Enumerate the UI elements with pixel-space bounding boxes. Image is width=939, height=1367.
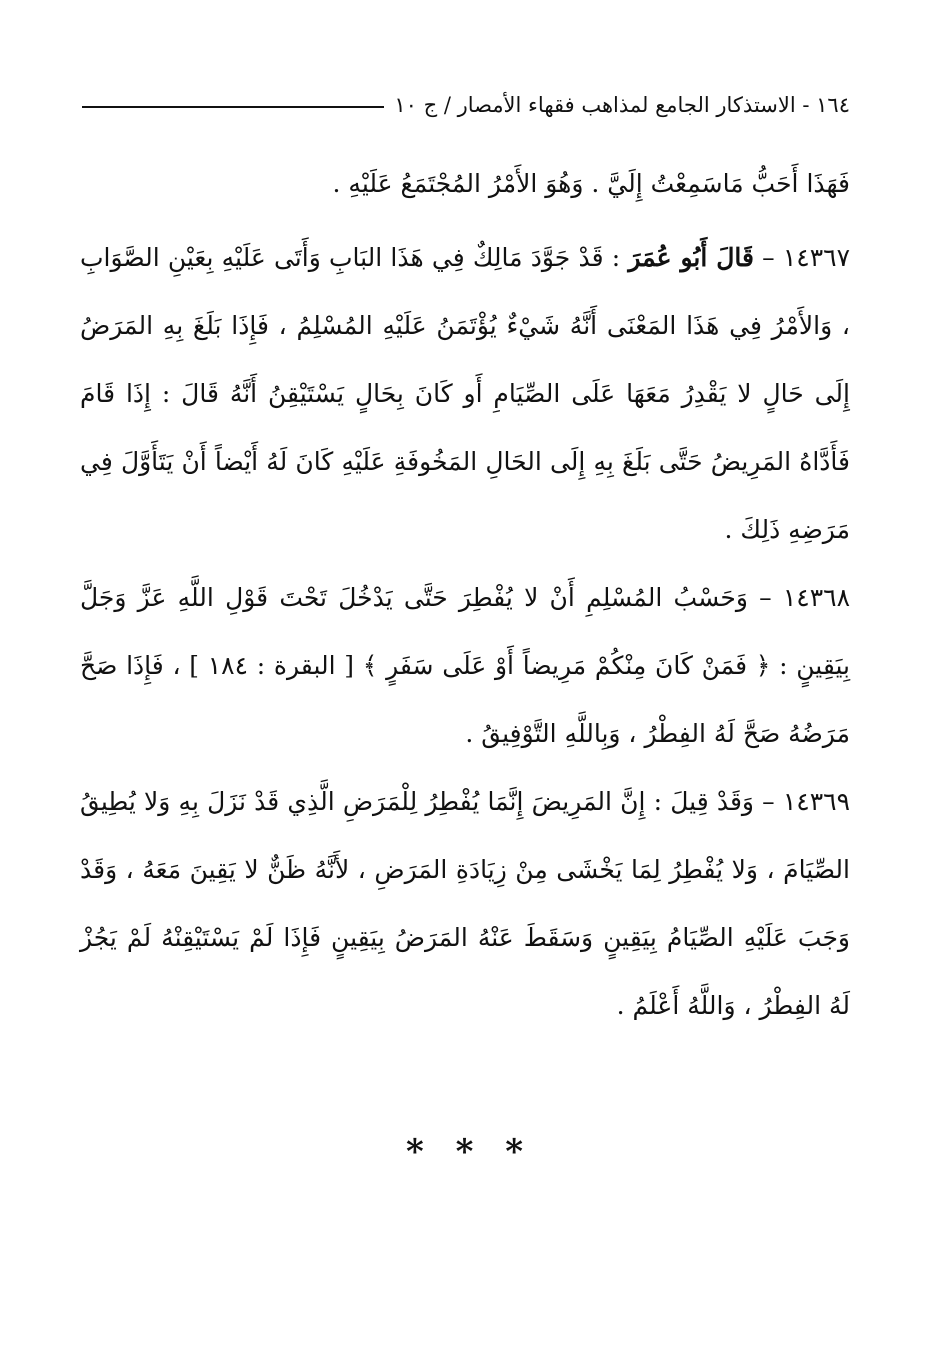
paragraph-number: ١٤٣٦٧ –	[753, 243, 851, 272]
running-header	[82, 88, 850, 122]
section-end-ornament: * * *	[405, 1132, 533, 1172]
paragraph-14367	[80, 224, 850, 564]
paragraph-text: فَهَذَا أَحَبُّ مَاسَمِعْتُ إِلَيَّ . وَهُوَ الأَمْرُ المُجْتَمَعُ عَلَيْهِ .	[332, 169, 850, 198]
paragraph-14368	[80, 564, 850, 768]
paragraph-number: ١٤٣٦٨ –	[747, 583, 850, 612]
paragraph-text: وَقَدْ قِيلَ : إِنَّ المَرِيضَ إِنَّمَا يُفْطِرُ لِلْمَرَضِ الَّذِي قَدْ نَزَلَ بِهِ وَلا يُطِيقُ الصِّيَامَ ، وَلا يُفْطِرُ لِمَا يَخْشَى مِنْ زِيَادَةِ المَرَضِ ، لأَنَّهُ ظَنٌّ لا يَقِينَ مَعَهُ ، وَقَدْ وَجَبَ عَلَيْهِ الصِّيَامُ بِيَقِينٍ وَسَقَطَ عَنْهُ المَرَضُ بِيَقِينٍ فَإِذَا لَمْ يَسْتَيْقِنْهُ لَمْ يَجُزْ لَهُ الفِطْرُ ، وَاللَّهُ أَعْلَمُ .	[80, 787, 850, 1020]
paragraph-number: ١٤٣٦٩ –	[754, 787, 850, 816]
header-rule	[82, 106, 384, 108]
body-text	[80, 150, 850, 1040]
paragraph-14369	[80, 768, 850, 1040]
header-text: ١٦٤ - الاستذكار الجامع لمذاهب فقهاء الأمصار / ج ١٠	[394, 93, 850, 117]
paragraph-text: وَحَسْبُ المُسْلِمِ أَنْ لا يُفْطِرَ حَتَّى يَدْخُلَ تَحْتَ قَوْلِ اللَّهِ عَزَّ وَجَلَّ بِيَقِينٍ : ﴿ فَمَنْ كَانَ مِنْكُمْ مَرِيضاً أَوْ عَلَى سَفَرٍ ﴾ [ البقرة : ١٨٤ ] ، فَإِذَا صَحَّ مَرَضُهُ صَحَّ لَهُ الفِطْرُ ، وَبِاللَّهِ التَّوْفِيقُ .	[80, 583, 850, 748]
paragraph-continuation	[80, 150, 850, 218]
paragraph-text: : قَدْ جَوَّدَ مَالِكٌ فِي هَذَا البَابِ وَأَتَى عَلَيْهِ بِعَيْنِ الصَّوَابِ ، وَالأَمْرُ فِي هَذَا المَعْنَى أَنَّهُ شَيْءٌ يُؤْتَمَنُ عَلَيْهِ المُسْلِمُ ، فَإِذَا بَلَغَ بِهِ المَرَضُ إِلَى حَالٍ لا يَقْدِرُ مَعَهَا عَلَى الصِّيَامِ أَو كَانَ بِحَالٍ يَسْتَيْقِنُ أَنَّهُ قَالَ : إِذَا قَامَ فَأَدَّاهُ المَرِيضُ حَتَّى بَلَغَ بِهِ إِلَى الحَالِ المَخُوفَةِ عَلَيْهِ كَانَ لَهُ أَيْضاً أَنْ يَتَأَوَّلَ فِي مَرَضِهِ ذَلِكَ .	[80, 243, 850, 544]
speaker-label: قَالَ أَبُو عُمَرَ	[628, 243, 754, 272]
